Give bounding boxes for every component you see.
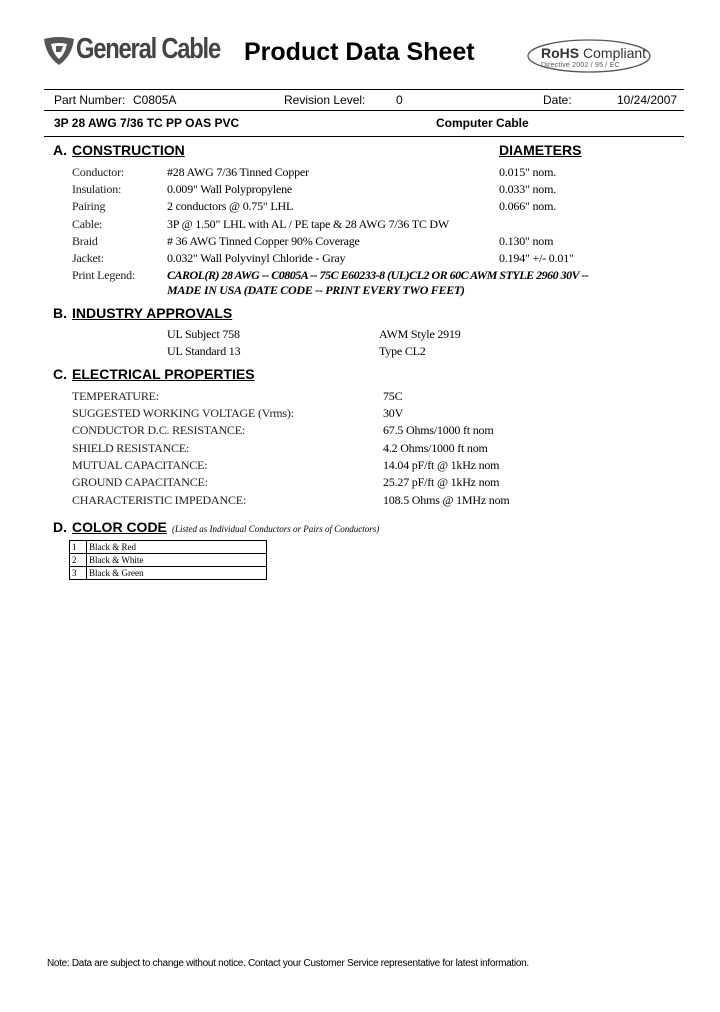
section-title-industry-approvals: INDUSTRY APPROVALS [72, 305, 233, 321]
diameter-insulation: 0.033" nom. [499, 182, 557, 196]
section-title-color-code: COLOR CODE [72, 519, 167, 535]
construction-value-jacket: 0.032" Wall Polyvinyl Chloride - Gray [167, 251, 346, 265]
approval-ul-standard: UL Standard 13 [167, 344, 241, 358]
table-row [70, 541, 267, 554]
revision-label: Revision Level: [284, 93, 366, 107]
color-code-number: 1 [70, 541, 87, 554]
construction-label-cable: Cable: [72, 217, 103, 231]
header-divider-middle [44, 110, 684, 111]
brand-name: General Cable [76, 33, 220, 65]
diameter-jacket: 0.194" +/- 0.01" [499, 251, 574, 265]
electrical-value-impedance: 108.5 Ohms @ 1MHz nom [383, 493, 510, 507]
part-number-label: Part Number: [54, 93, 126, 107]
color-code-table [69, 540, 267, 580]
construction-value-braid: # 36 AWG Tinned Copper 90% Coverage [167, 234, 360, 248]
print-legend-line-1: CAROL(R) 28 AWG -- C0805A -- 75C E60233-8 (UL)CL2 OR 60C AWM STYLE 2960 30V -- [167, 268, 589, 282]
electrical-label-temperature: TEMPERATURE: [72, 389, 159, 403]
diameter-conductor: 0.015" nom. [499, 165, 557, 179]
electrical-label-shield-resistance: SHIELD RESISTANCE: [72, 441, 190, 455]
approval-awm-style: AWM Style 2919 [379, 327, 461, 341]
section-letter-b: B. [53, 305, 67, 321]
section-letter-a: A. [53, 142, 67, 158]
section-title-electrical-properties: ELECTRICAL PROPERTIES [72, 366, 255, 382]
revision-value: 0 [396, 93, 403, 107]
electrical-value-ground-capacitance: 25.27 pF/ft @ 1kHz nom [383, 475, 500, 489]
electrical-value-mutual-capacitance: 14.04 pF/ft @ 1kHz nom [383, 458, 500, 472]
construction-value-insulation: 0.009" Wall Polypropylene [167, 182, 293, 196]
construction-label-jacket: Jacket: [72, 251, 104, 265]
approval-ul-subject: UL Subject 758 [167, 327, 240, 341]
print-legend-line-2: MADE IN USA (DATE CODE -- PRINT EVERY TWO FEET) [167, 283, 465, 297]
electrical-label-ground-capacitance: GROUND CAPACITANCE: [72, 475, 208, 489]
rohs-label: RoHS Compliant [541, 45, 647, 61]
construction-label-pairing: Pairing [72, 199, 106, 213]
color-code-color: Black & Red [87, 541, 267, 554]
general-cable-logo-icon [42, 36, 76, 66]
electrical-value-voltage: 30V [383, 406, 404, 420]
cable-category: Computer Cable [436, 116, 529, 130]
rohs-directive: Directive 2002 / 95 / EC [541, 62, 620, 69]
diameter-pairing: 0.066" nom. [499, 199, 557, 213]
section-letter-d: D. [53, 519, 67, 535]
construction-value-conductor: #28 AWG 7/36 Tinned Copper [167, 165, 309, 179]
electrical-value-temperature: 75C [383, 389, 403, 403]
footer-note: Note: Data are subject to change without notice. Contact your Customer Service representative for latest information. [47, 958, 529, 969]
header-divider-top [44, 89, 684, 90]
color-code-color: Black & Green [87, 567, 267, 580]
section-title-diameters: DIAMETERS [499, 142, 582, 158]
color-code-number: 3 [70, 567, 87, 580]
page-title: Product Data Sheet [244, 38, 475, 66]
cable-description: 3P 28 AWG 7/36 TC PP OAS PVC [54, 116, 240, 130]
electrical-label-impedance: CHARACTERISTIC IMPEDANCE: [72, 493, 247, 507]
electrical-label-conductor-resistance: CONDUCTOR D.C. RESISTANCE: [72, 423, 245, 437]
construction-value-pairing: 2 conductors @ 0.75" LHL [167, 199, 294, 213]
approval-type: Type CL2 [379, 344, 426, 358]
construction-value-cable: 3P @ 1.50" LHL with AL / PE tape & 28 AWG 7/36 TC DW [167, 217, 450, 231]
header-divider-bottom [44, 136, 684, 137]
electrical-label-mutual-capacitance: MUTUAL CAPACITANCE: [72, 458, 208, 472]
electrical-label-voltage: SUGGESTED WORKING VOLTAGE (Vrms): [72, 406, 294, 420]
table-row [70, 554, 267, 567]
color-code-note: (Listed as Individual Conductors or Pairs of Conductors) [172, 524, 380, 534]
color-code-number: 2 [70, 554, 87, 567]
section-letter-c: C. [53, 366, 67, 382]
construction-label-conductor: Conductor: [72, 165, 124, 179]
color-code-color: Black & White [87, 554, 267, 567]
print-legend-label: Print Legend: [72, 268, 136, 282]
table-row [70, 567, 267, 580]
construction-label-insulation: Insulation: [72, 182, 122, 196]
section-title-construction: CONSTRUCTION [72, 142, 185, 158]
date-label: Date: [543, 93, 572, 107]
electrical-value-shield-resistance: 4.2 Ohms/1000 ft nom [383, 441, 488, 455]
diameter-braid: 0.130" nom [499, 234, 554, 248]
part-number-value: C0805A [133, 93, 177, 107]
construction-label-braid: Braid [72, 234, 98, 248]
electrical-value-conductor-resistance: 67.5 Ohms/1000 ft nom [383, 423, 494, 437]
date-value: 10/24/2007 [617, 93, 678, 107]
